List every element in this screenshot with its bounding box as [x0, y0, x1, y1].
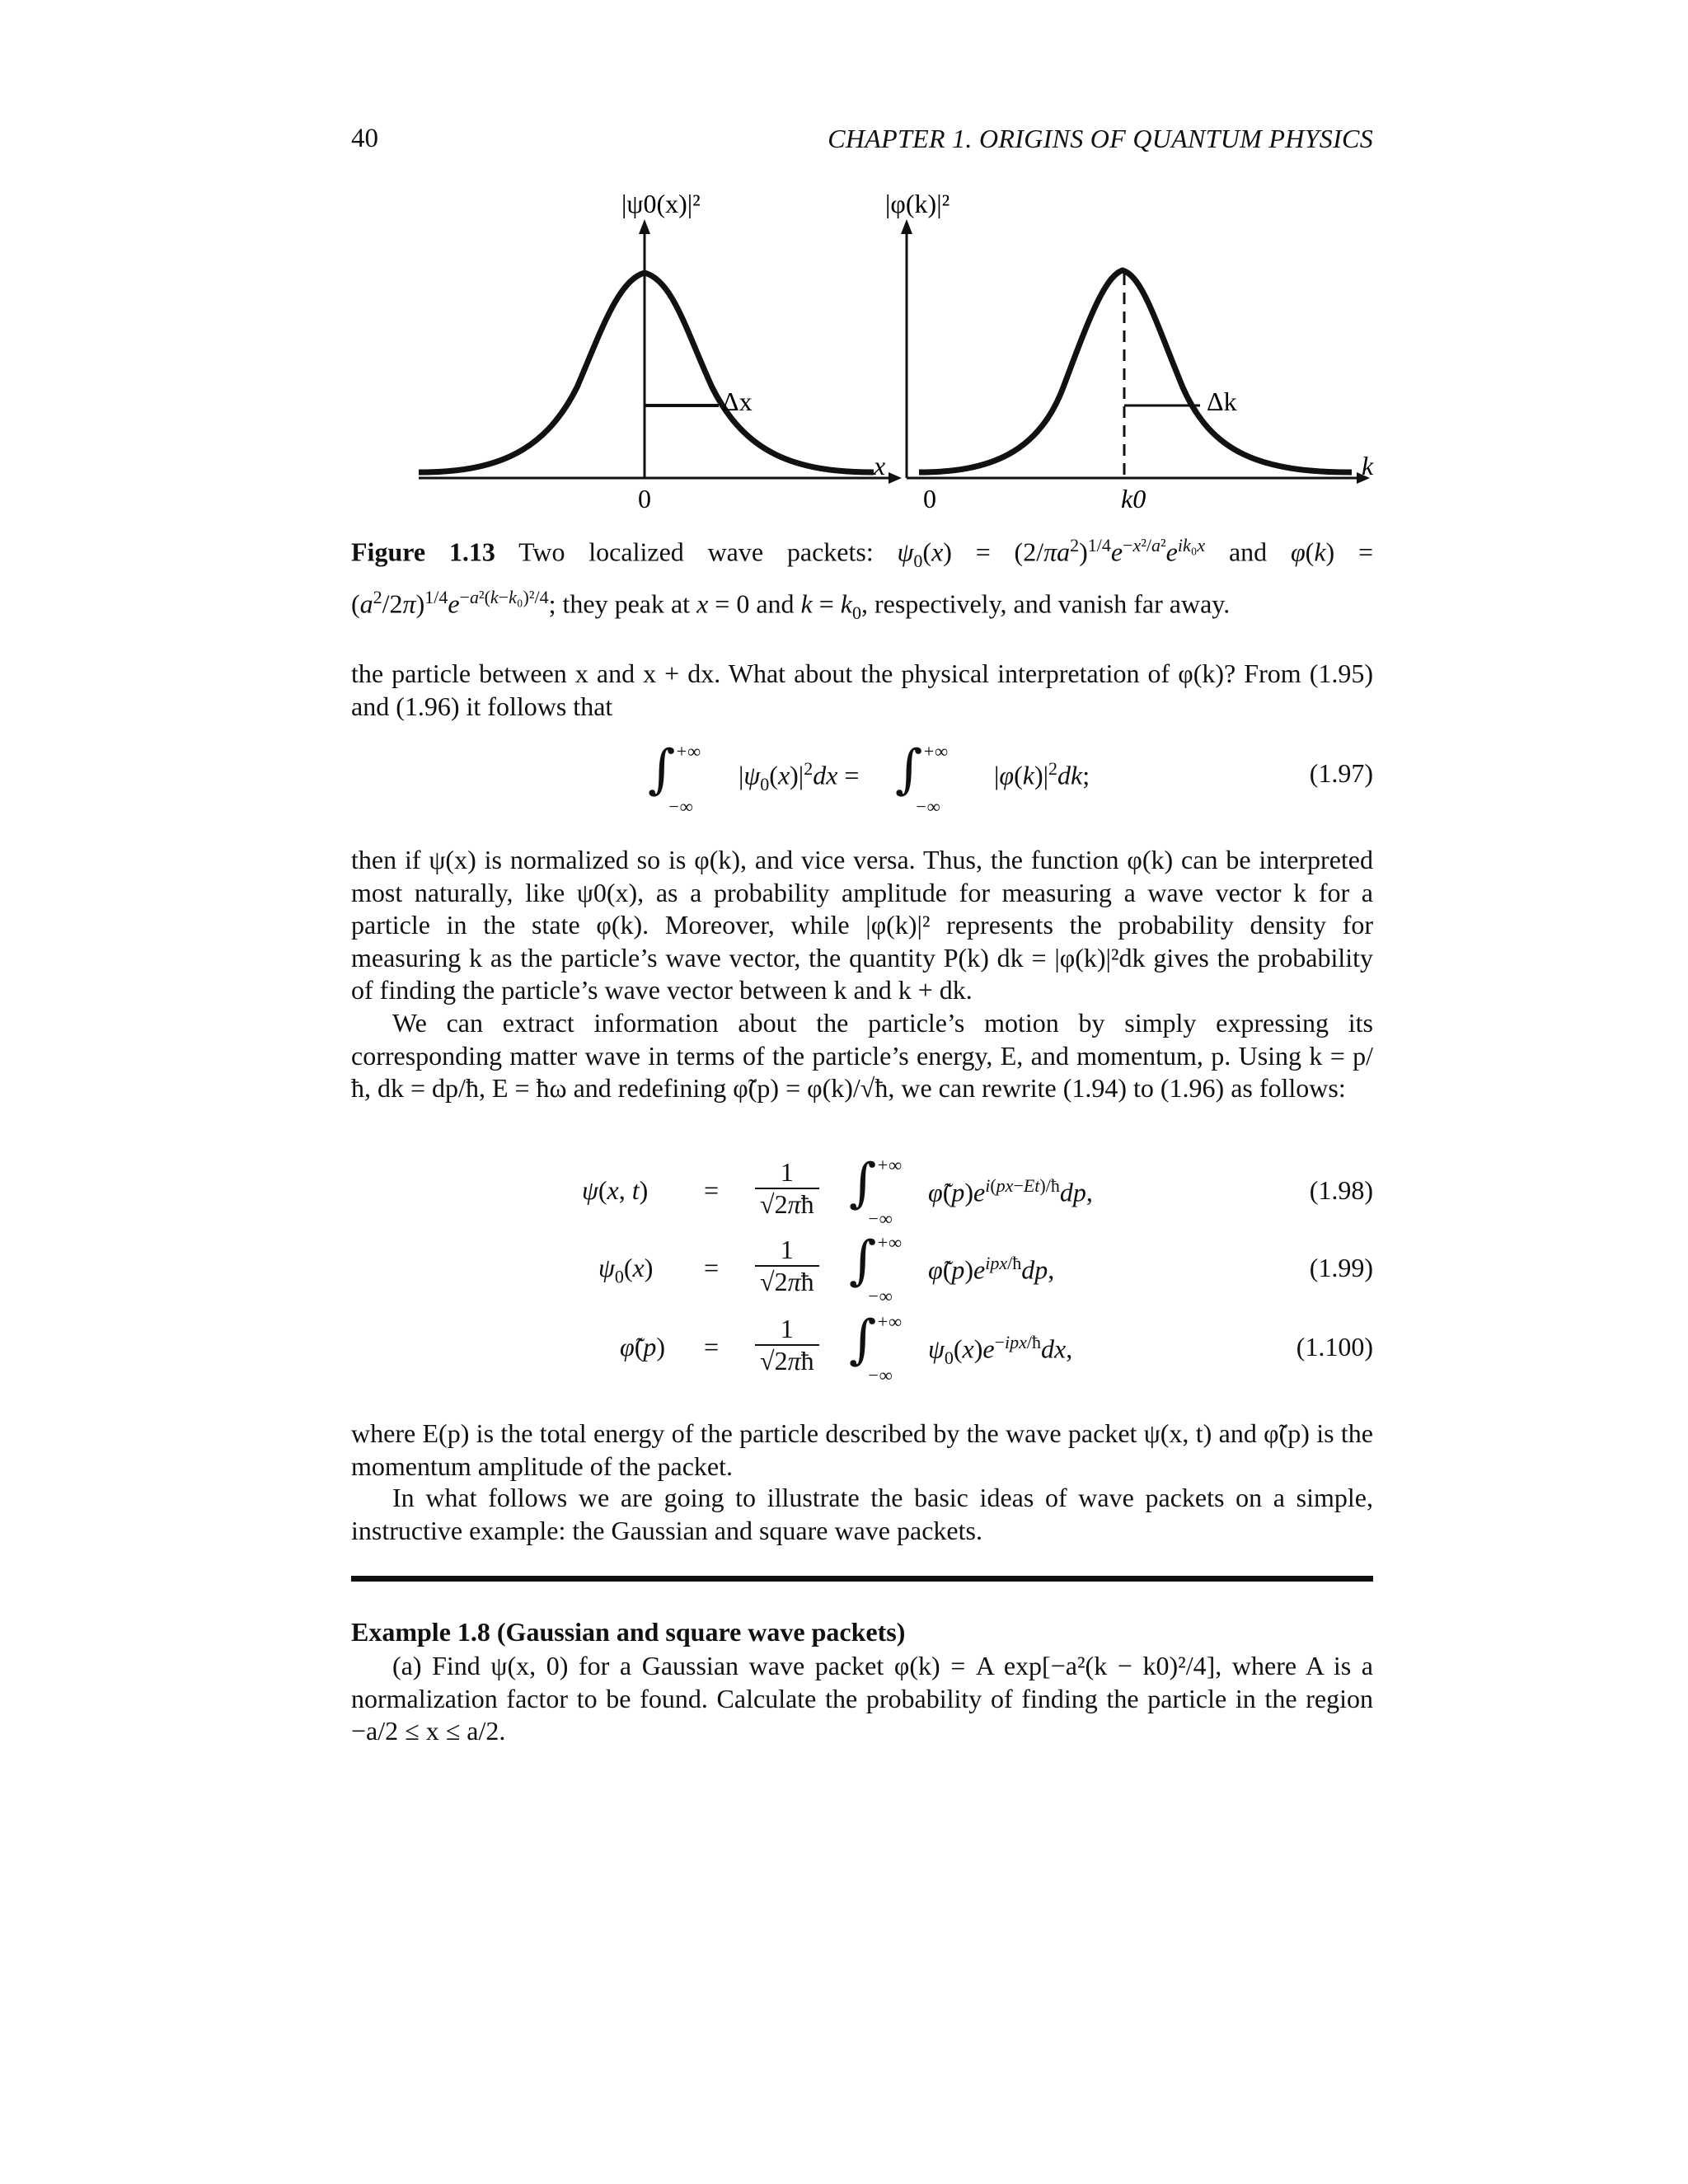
left-width-label: Δx — [722, 387, 753, 416]
left-origin-label: 0 — [638, 484, 651, 513]
example-title: Example 1.8 (Gaussian and square wave packets) — [351, 1617, 906, 1647]
figure-wave-packets — [396, 190, 1385, 536]
paragraph-5: In what follows we are going to illustrate the basic ideas of wave packets on a simple, instructive example: the Gaussian and square wave packets. — [351, 1483, 1373, 1545]
right-width-label: Δk — [1207, 387, 1237, 416]
running-head: CHAPTER 1. ORIGINS OF QUANTUM PHYSICS — [828, 124, 1373, 153]
equation-1-100: φ̃(p) = $\frac{1}{√2\pi ħ}$ ∫+∞ −∞ $\psi_0(x)e^{-ipx/ħ}dx$, (1.100) — [620, 1310, 1373, 1385]
equation-number-1-100: (1.100) — [1296, 1332, 1373, 1361]
equation-number-1-98: (1.98) — [1309, 1175, 1373, 1205]
caption-text-2: they peak at — [562, 588, 691, 619]
left-x-arrow — [889, 472, 902, 484]
right-gaussian-curve — [919, 270, 1352, 472]
left-y-arrow — [639, 219, 650, 234]
caption-text-3: respectively, and vanish far away. — [874, 588, 1231, 619]
right-y-arrow — [901, 219, 912, 234]
caption-text-1: Two localized wave packets: — [518, 537, 874, 567]
equation-1-99: $\psi_0(x)$ = $\frac{1}{√2\pi ħ}$ ∫+∞ −∞ $\varphĩ(p)e^{ipx/ħ}dp$, (1.99) — [598, 1230, 1373, 1306]
paragraph-1: the particle between x and x + dx. What about the physical interpretation of φ(k)? From (1.95) and (1.96) it follows that — [351, 658, 1373, 721]
right-axis-label: k — [1362, 451, 1374, 480]
right-ylabel: |φ(k)|² — [885, 190, 950, 218]
paragraph-4: where E(p) is the total energy of the particle described by the wave packet ψ(x, t) and φ̃(p) is the momentum amplitude of the packet. — [351, 1418, 1373, 1481]
caption-label: Figure 1.13 — [351, 537, 495, 567]
equation-number-1-97: (1.97) — [1309, 758, 1373, 788]
example-text: (a) Find ψ(x, 0) for a Gaussian wave packet φ(k) = A exp[−a²(k − k0)²/4], where A is a normalization factor to be found. Calculate the probability of finding the particle in the region −a/2 ≤ x ≤ a/2. — [351, 1651, 1373, 1746]
left-gaussian-curve — [419, 273, 874, 472]
equation-number-1-99: (1.99) — [1309, 1253, 1373, 1282]
equation-1-97: ∫+∞ −∞ $|\psi_0(x)|^2dx$ = ∫+∞ −∞ $|\varphi(k)|^2dk$; (1.97) — [648, 739, 1373, 817]
paragraph-3: We can extract information about the particle’s motion by simply expressing its corresponding matter wave in terms of the particle’s energy, E, and momentum, p. Using k = p/ħ, dk = dp/ħ, E = ħω and redefining φ̃(p) = φ(k)/√ħ, we can rewrite (1.94) to (1.96) as follows: — [351, 1008, 1373, 1103]
page-number: 40 — [351, 124, 378, 153]
right-origin-label: 0 — [923, 484, 936, 513]
paragraph-2: then if ψ(x) is normalized so is φ(k), and vice versa. Thus, the function φ(k) can be interpreted most naturally, like ψ0(x), as a probability amplitude for measuring a wave vector k for a particle in the state φ(k). Moreover, while |φ(k)|² represents the probability density for measuring k as the particle’s wave vector, the quantity P(k) dk = |φ(k)|²dk gives the probability of finding the particle’s wave vector between k and k + dk. — [351, 845, 1373, 1005]
left-ylabel: |ψ0(x)|² — [621, 190, 701, 218]
left-axis-label: x — [874, 451, 886, 480]
equation-1-98: ψ(x, t) = $\frac{1}{√2\pi ħ}$ ∫+∞ −∞ $\varphĩ(p)e^{i(px-Et)/ħ}dp$, (1.98) — [582, 1153, 1373, 1229]
section-rule — [351, 1576, 1373, 1582]
right-center-label: k0 — [1121, 484, 1146, 513]
figure-caption: Figure 1.13 Two localized wave packets: $\psi_0(x) = (2/\pi a^2)^{1/4}e^{-x^2/a^2}e^{ik_0x}$ and $\varphi(k) = (a^2/2\pi)^{1/4}e^{-a^2(k-k_0)^2/4}$; they peak at x = 0 and $k = k_0$, respectively, and vanish far away. — [351, 535, 1374, 624]
